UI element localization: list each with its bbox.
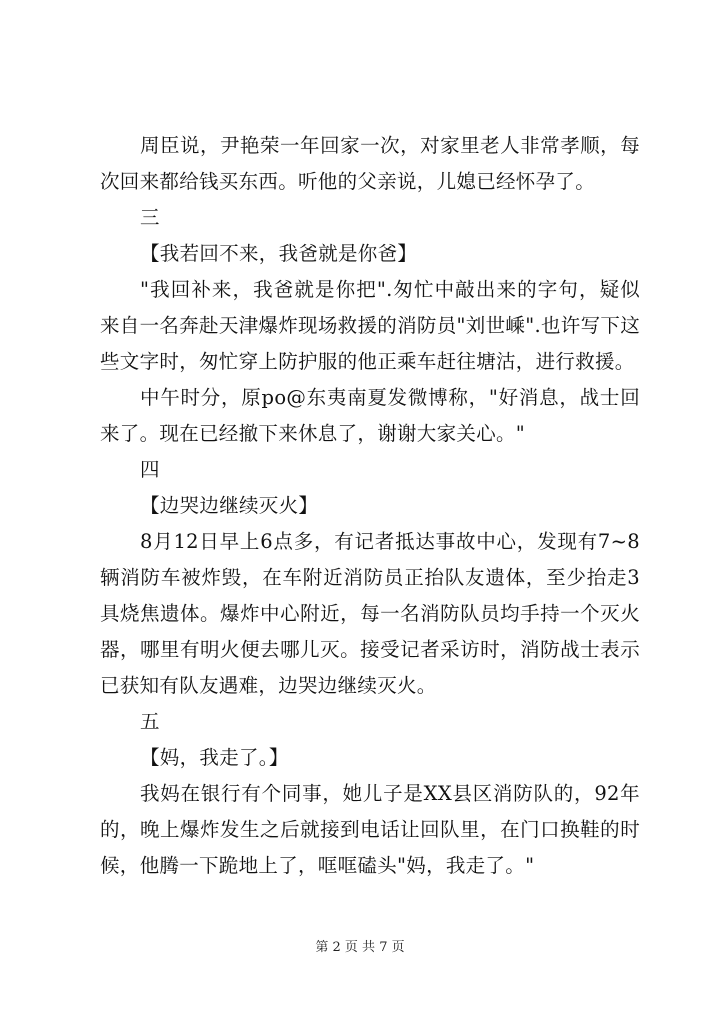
section-heading-five: 【妈，我走了。】 [140, 746, 289, 769]
page-number-footer: 第 2 页 共 7 页 [315, 940, 405, 955]
paragraph-zhouchen: 周臣说，尹艳荣一年回家一次，对家里老人非常孝顺，每次回来都给钱买东西。听他的父亲说，儿媳已经怀孕了。 [100, 134, 640, 193]
section-number-three: 三 [140, 206, 160, 229]
paragraph-good-news: 中午时分，原po@东夷南夏发微博称，"好消息，战士回来了。现在已经撤下来休息了，谢谢大家关心。" [100, 386, 640, 445]
section-heading-three: 【我若回不来，我爸就是你爸】 [140, 242, 418, 265]
paragraph-mom-goodbye: 我妈在银行有个同事，她儿子是XX县区消防队的，92年的，晚上爆炸发生之后就接到电话让回队里，在门口换鞋的时候，他腾一下跪地上了，哐哐磕头"妈，我走了。" [100, 782, 640, 877]
paragraph-accident-center: 8月12日早上6点多，有记者抵达事故中心，发现有7~8辆消防车被炸毁，在车附近消防员正抬队友遗体，至少抬走3具烧焦遗体。爆炸中心附近，每一名消防队员均手持一个灭火器，哪里有明火便去哪儿灭。接受记者采访时，消防战士表示已获知有队友遇难，边哭边继续灭火。 [100, 530, 640, 697]
section-heading-four: 【边哭边继续灭火】 [140, 494, 319, 517]
document-body [100, 128, 640, 884]
section-number-five: 五 [140, 710, 160, 733]
section-number-four: 四 [140, 458, 160, 481]
paragraph-firefighter-message: "我回补来，我爸就是你把".匆忙中敲出来的字句，疑似来自一名奔赴天津爆炸现场救援的消防员"刘世嵊".也许写下这些文字时，匆忙穿上防护服的他正乘车赶往塘沽，进行救援。 [100, 278, 640, 373]
